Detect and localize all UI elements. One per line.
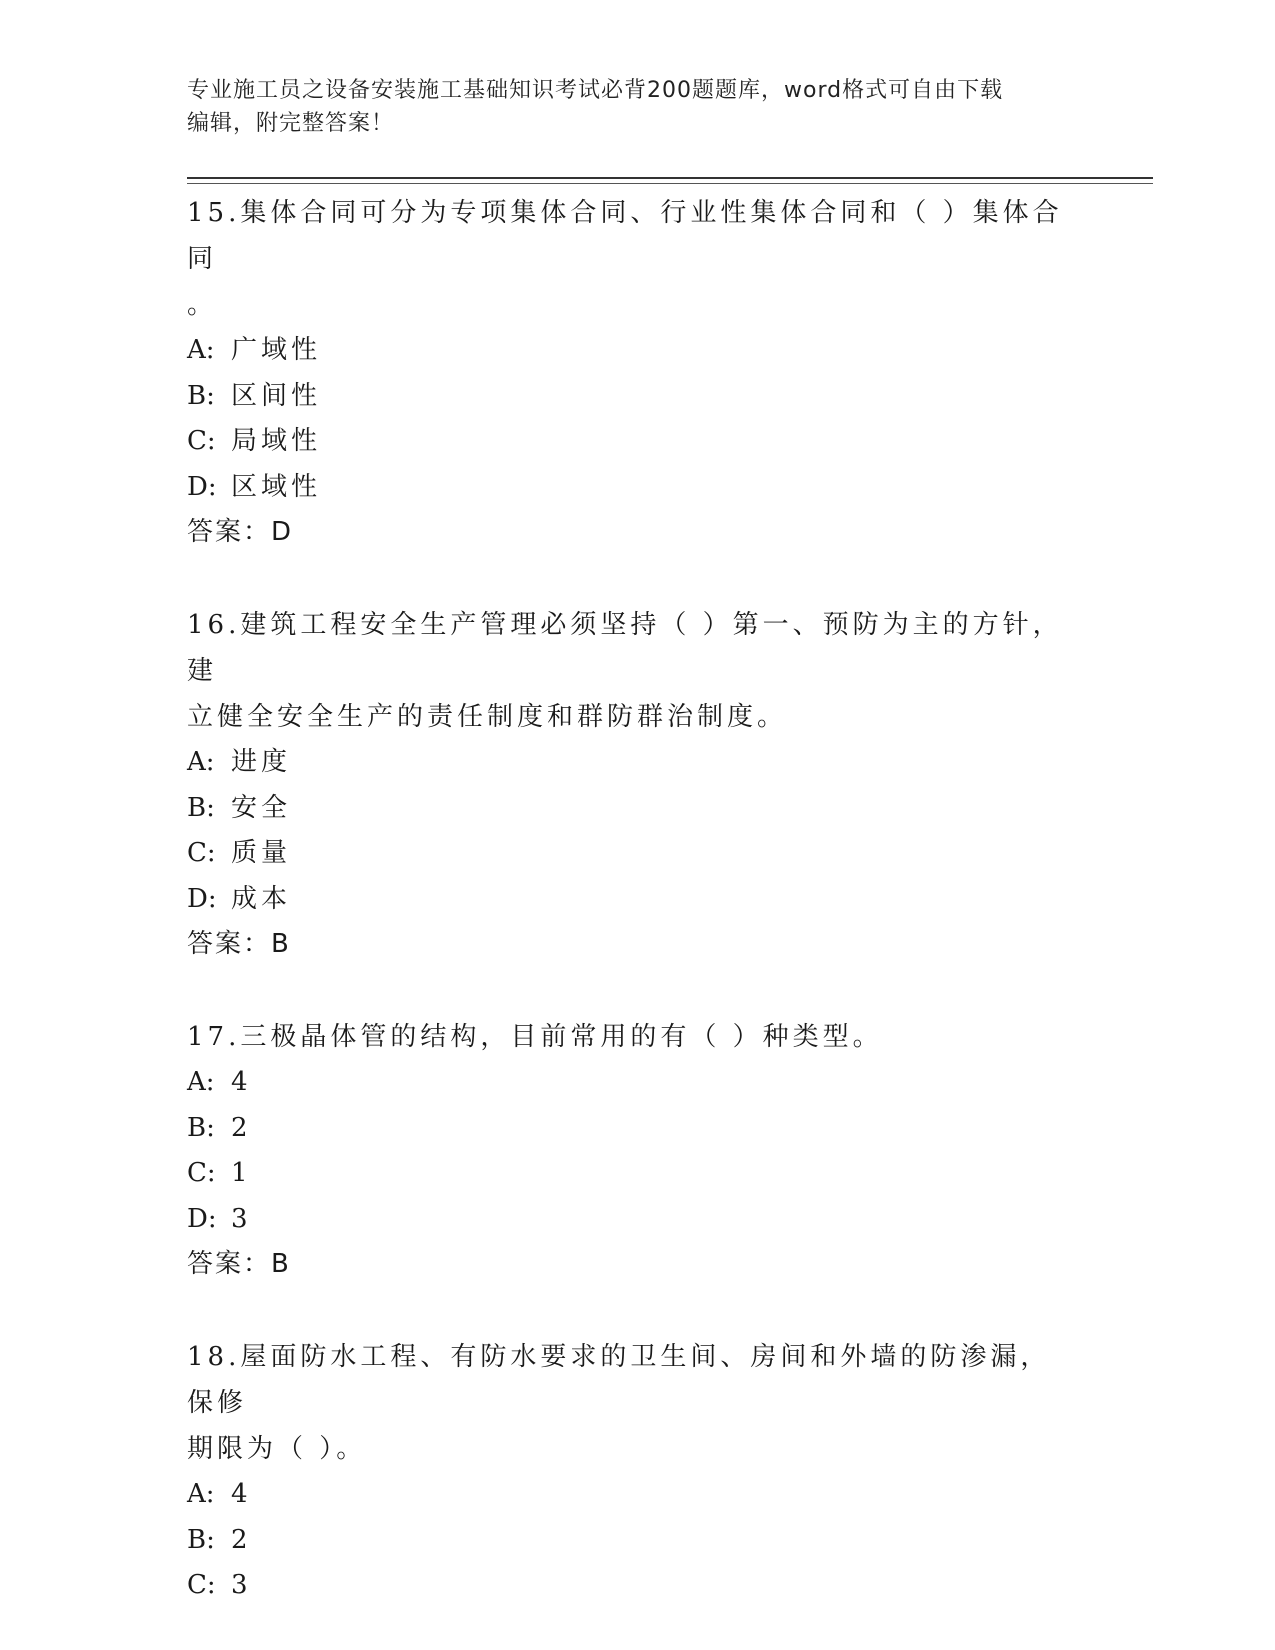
option-text: 4 <box>231 1067 252 1097</box>
option-text: 3 <box>231 1203 252 1234</box>
option-c <box>187 831 1077 877</box>
option-b <box>187 374 1077 420</box>
option-text: 2 <box>231 1112 252 1143</box>
question-18 <box>187 1334 1077 1609</box>
document-header <box>187 74 1087 140</box>
question-list <box>187 190 1077 1609</box>
option-text: 进度 <box>231 747 292 777</box>
option-text: 区域性 <box>231 471 322 502</box>
option-key: D: <box>187 471 217 502</box>
option-a <box>187 328 1077 374</box>
question-text-continued: 立健全安全生产的责任制度和群防群治制度。 <box>187 702 788 732</box>
header-line-1: 专业施工员之设备安装施工基础知识考试必背200题题库，word格式可自由下载 <box>187 78 1004 103</box>
option-key: C: <box>187 838 216 868</box>
option-key: B: <box>187 380 215 411</box>
option-key: C: <box>187 1570 216 1600</box>
question-spacer <box>187 967 1077 1014</box>
option-b <box>187 1106 1077 1152</box>
option-d <box>187 465 1077 511</box>
question-16 <box>187 602 1077 967</box>
option-b <box>187 786 1077 832</box>
question-spacer <box>187 555 1077 602</box>
option-key: D: <box>187 1203 217 1234</box>
option-a <box>187 1472 1077 1518</box>
question-text-continued: 期限为（ ）。 <box>187 1434 367 1464</box>
option-text: 4 <box>231 1479 252 1509</box>
option-key: D: <box>187 883 217 914</box>
option-d <box>187 877 1077 923</box>
option-text: 1 <box>231 1158 252 1188</box>
header-divider-thick <box>187 177 1153 179</box>
header-line-2: 编辑，附完整答案！ <box>187 111 395 136</box>
answer-text: 答案：B <box>187 1249 291 1279</box>
option-key: A: <box>187 1067 215 1097</box>
question-spacer <box>187 1287 1077 1334</box>
option-b <box>187 1518 1077 1564</box>
question-text-continued: 。 <box>187 290 218 320</box>
option-text: 区间性 <box>231 380 322 411</box>
option-c <box>187 1151 1077 1197</box>
question-15 <box>187 190 1077 555</box>
option-d <box>187 1197 1077 1243</box>
question-text: 17.三极晶体管的结构，目前常用的有（ ）种类型。 <box>187 1022 883 1052</box>
option-key: C: <box>187 1158 216 1188</box>
option-c <box>187 419 1077 465</box>
question-text: 16.建筑工程安全生产管理必须坚持（ ）第一、预防为主的方针，建 <box>187 610 1063 686</box>
question-text: 18.屋面防水工程、有防水要求的卫生间、房间和外墙的防渗漏，保修 <box>187 1342 1051 1418</box>
option-text: 质量 <box>231 838 292 868</box>
option-text: 安全 <box>231 792 292 823</box>
header-divider-thin <box>187 183 1153 184</box>
option-text: 成本 <box>231 883 292 914</box>
option-key: B: <box>187 1112 215 1143</box>
option-text: 广域性 <box>231 335 322 365</box>
question-17 <box>187 1014 1077 1287</box>
question-text: 15.集体合同可分为专项集体合同、行业性集体合同和（ ）集体合同 <box>187 198 1063 274</box>
option-a <box>187 1060 1077 1106</box>
option-key: B: <box>187 1524 215 1555</box>
option-key: A: <box>187 335 215 365</box>
option-key: A: <box>187 747 215 777</box>
option-text: 局域性 <box>231 426 322 456</box>
answer-text: 答案：D <box>187 517 294 547</box>
option-a <box>187 740 1077 786</box>
option-key: B: <box>187 792 215 823</box>
option-c <box>187 1563 1077 1609</box>
option-key: A: <box>187 1479 215 1509</box>
option-key: C: <box>187 426 216 456</box>
answer-text: 答案：B <box>187 929 291 959</box>
option-text: 2 <box>231 1524 252 1555</box>
option-text: 3 <box>231 1570 252 1600</box>
